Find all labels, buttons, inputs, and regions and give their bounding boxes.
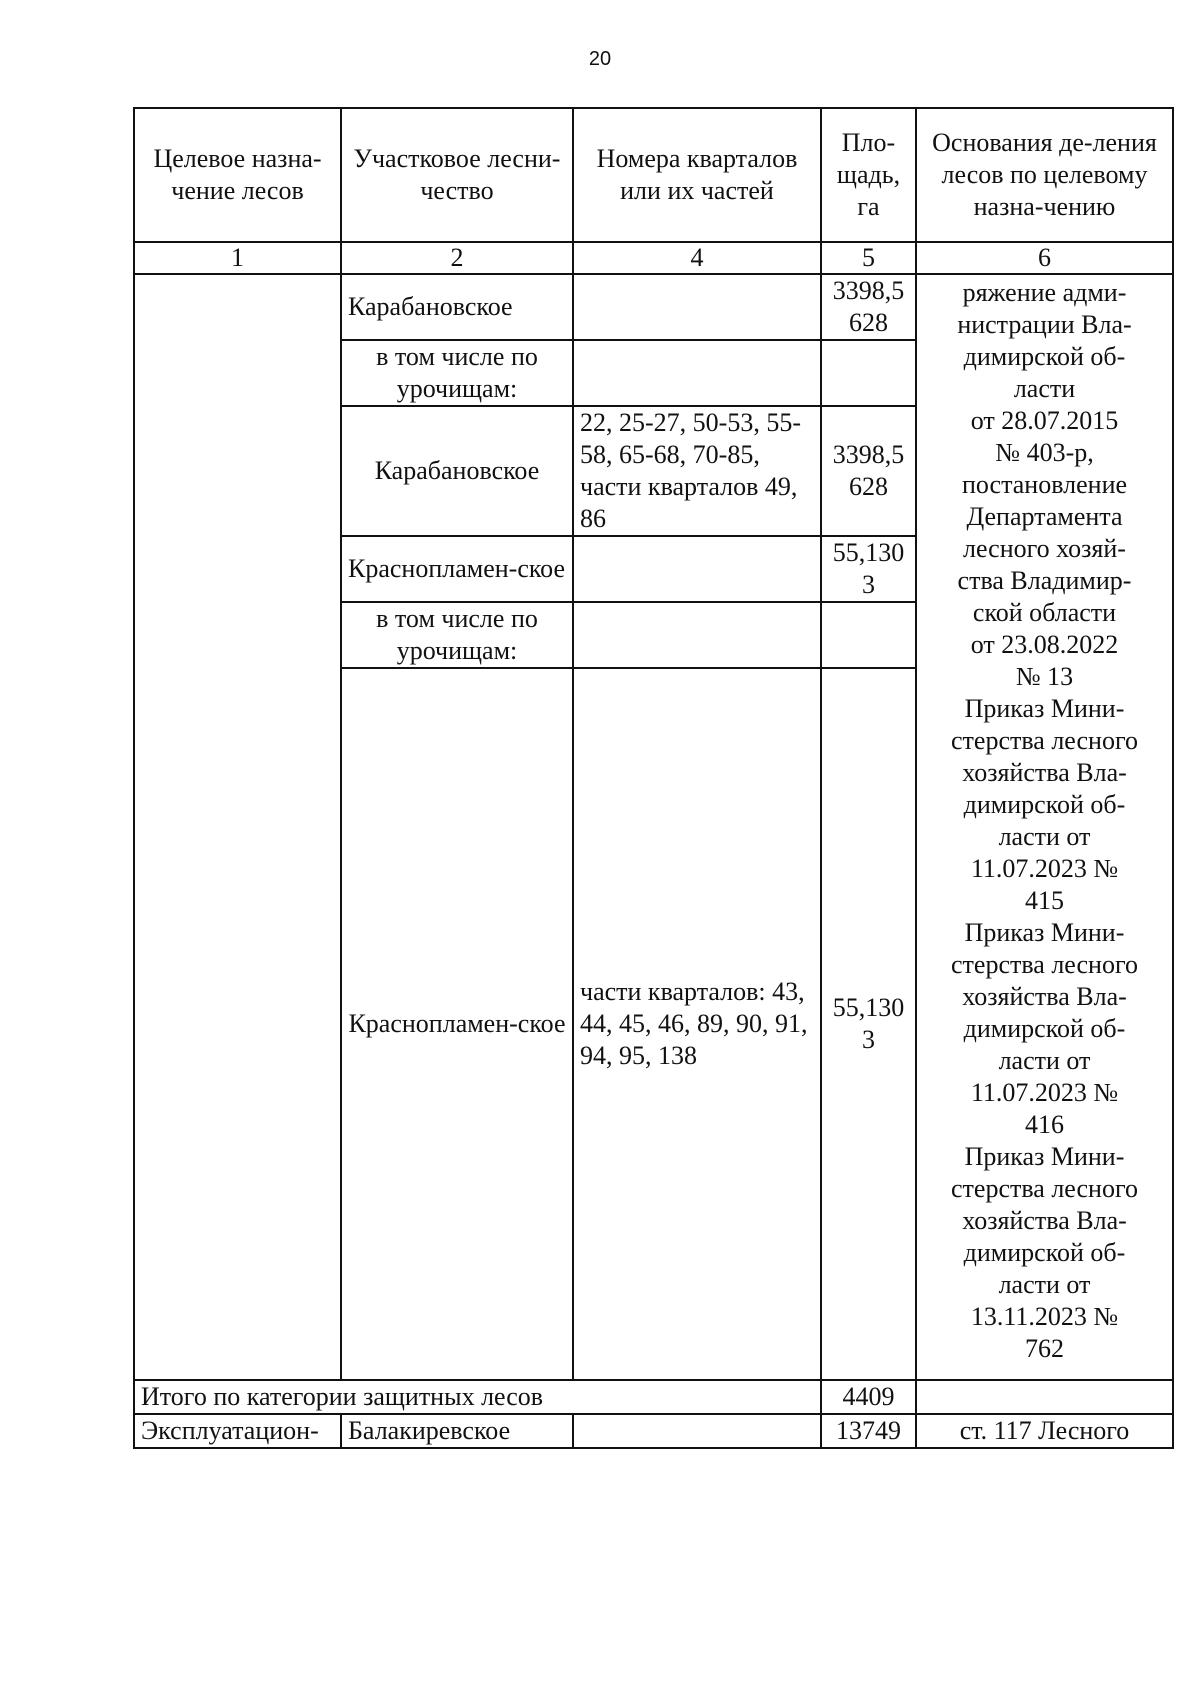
area-cell: 3398,5 628 xyxy=(821,274,916,340)
basis-cell xyxy=(916,274,1173,1380)
total-label: Итого по категории защитных лесов xyxy=(134,1380,821,1414)
forestry-cell: в том числе по урочищам: xyxy=(341,340,573,406)
forestry-cell: Краснопламен-ское xyxy=(341,536,573,602)
basis-line: 11.07.2023 № xyxy=(970,1078,1119,1107)
quarters-cell xyxy=(573,536,821,602)
column-number: 5 xyxy=(821,242,916,274)
purpose-cell-empty xyxy=(134,274,341,1380)
quarters-cell xyxy=(573,274,821,340)
basis-line: Приказ Мини- xyxy=(964,1142,1125,1171)
header-forestry: Участковое лесни-чество xyxy=(341,108,573,242)
header-basis: Основания де-ления лесов по целевому назна-чению xyxy=(916,108,1173,242)
forestry-cell: Карабановское xyxy=(341,406,573,536)
basis-line: ской области xyxy=(972,598,1117,627)
basis-line: ства Владимир- xyxy=(957,566,1132,595)
page-number: 20 xyxy=(588,48,612,70)
basis-line: 762 xyxy=(1025,1334,1064,1363)
basis-line: Приказ Мини- xyxy=(964,918,1125,947)
basis-line: 11.07.2023 № xyxy=(970,854,1119,883)
basis-line: стерства лесного xyxy=(951,1174,1138,1203)
table-header-row xyxy=(134,108,1173,242)
basis-line: 13.11.2023 № xyxy=(970,1302,1119,1331)
total-area: 4409 xyxy=(821,1380,916,1414)
basis-line: от 28.07.2015 xyxy=(970,406,1119,435)
table-row xyxy=(134,274,1173,340)
basis-line: ласти xyxy=(1013,374,1076,403)
basis-line: от 23.08.2022 xyxy=(970,630,1119,659)
forestry-cell: Балакиревское xyxy=(341,1414,573,1448)
total-basis xyxy=(916,1380,1173,1414)
quarters-cell xyxy=(573,340,821,406)
basis-line: димирской об- xyxy=(963,1238,1126,1267)
basis-line: 416 xyxy=(1025,1110,1064,1139)
basis-line: димирской об- xyxy=(963,342,1126,371)
basis-cell: ст. 117 Лесного xyxy=(916,1414,1173,1448)
basis-line: 415 xyxy=(1025,886,1064,915)
basis-line: нистрации Вла- xyxy=(957,310,1132,339)
area-cell: 55,130 3 xyxy=(821,536,916,602)
basis-line: хозяйства Вла- xyxy=(962,758,1127,787)
total-row xyxy=(134,1380,1173,1414)
quarters-cell xyxy=(573,602,821,668)
basis-line: ряжение адми- xyxy=(962,278,1127,307)
area-cell: 55,130 3 xyxy=(821,668,916,1380)
basis-line: хозяйства Вла- xyxy=(962,1206,1127,1235)
basis-line: № 13 xyxy=(1015,662,1074,691)
column-number: 2 xyxy=(341,242,573,274)
basis-line: хозяйства Вла- xyxy=(962,982,1127,1011)
basis-line: лесного хозяй- xyxy=(963,534,1126,563)
basis-line: димирской об- xyxy=(963,1014,1126,1043)
forest-division-table xyxy=(133,107,1174,1449)
quarters-cell: 22, 25-27, 50-53, 55-58, 65-68, 70-85, части кварталов 49, 86 xyxy=(573,406,821,536)
column-number: 1 xyxy=(134,242,341,274)
header-area: Пло-щадь, га xyxy=(821,108,916,242)
header-quarters: Номера кварталов или их частей xyxy=(573,108,821,242)
table-row xyxy=(134,1414,1173,1448)
basis-line: постановление xyxy=(961,470,1128,499)
forestry-cell: в том числе по урочищам: xyxy=(341,602,573,668)
basis-line: стерства лесного xyxy=(951,726,1138,755)
basis-line: стерства лесного xyxy=(951,950,1138,979)
basis-line: ласти от xyxy=(998,822,1091,851)
area-cell xyxy=(821,340,916,406)
quarters-cell xyxy=(573,1414,821,1448)
column-number-row xyxy=(134,242,1173,274)
basis-line: ласти от xyxy=(998,1270,1091,1299)
basis-line: ласти от xyxy=(998,1046,1091,1075)
forestry-cell: Краснопламен-ское xyxy=(341,668,573,1380)
forestry-cell: Карабановское xyxy=(341,274,573,340)
basis-line: Приказ Мини- xyxy=(964,694,1125,723)
basis-line: димирской об- xyxy=(963,790,1126,819)
column-number: 6 xyxy=(916,242,1173,274)
quarters-cell: части кварталов: 43, 44, 45, 46, 89, 90, 91, 94, 95, 138 xyxy=(573,668,821,1380)
header-purpose: Целевое назна-чение лесов xyxy=(134,108,341,242)
basis-line: № 403-р, xyxy=(995,438,1094,467)
area-cell: 3398,5 628 xyxy=(821,406,916,536)
column-number: 4 xyxy=(573,242,821,274)
area-cell xyxy=(821,602,916,668)
area-cell: 13749 xyxy=(821,1414,916,1448)
basis-line: Департамента xyxy=(966,502,1123,531)
purpose-cell: Эксплуатацион- xyxy=(134,1414,341,1448)
